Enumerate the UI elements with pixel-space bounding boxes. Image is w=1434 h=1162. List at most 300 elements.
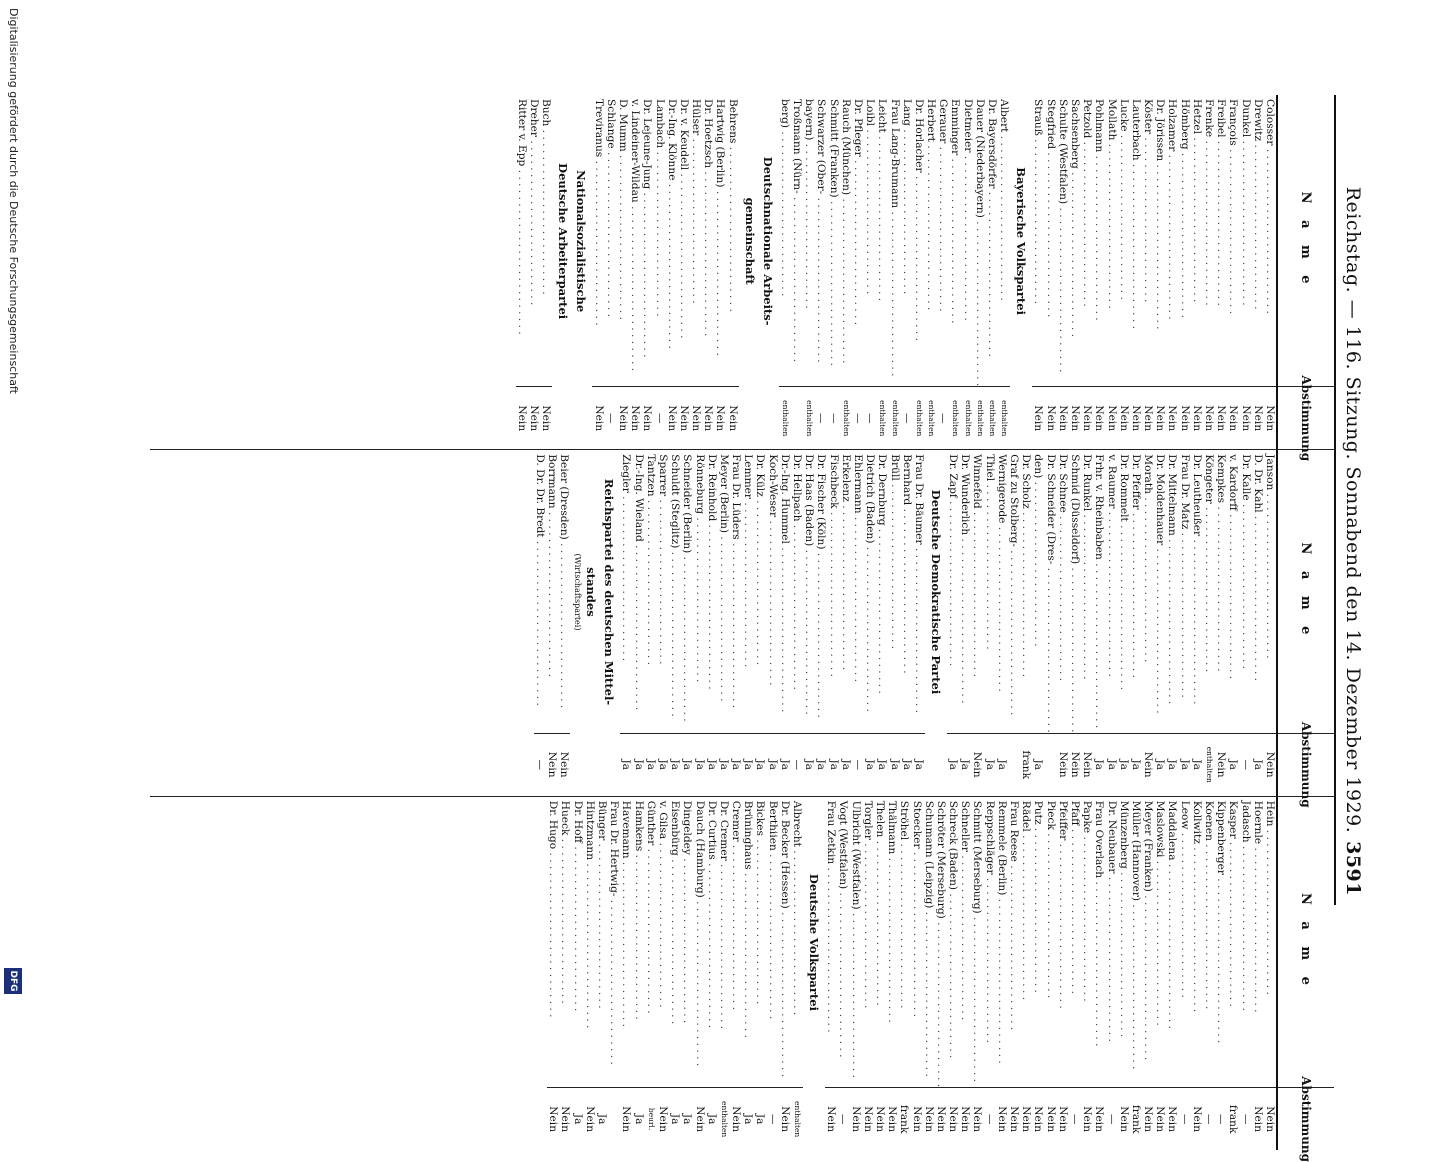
member-name: Hueck . . . — [559, 797, 571, 1087]
member-row — [1081, 95, 1093, 449]
member-vote: enthalten — [888, 386, 900, 449]
member-name: Bünger . . . — [596, 797, 608, 1087]
member-name: Dr. Külz . . . — [754, 450, 766, 732]
member-name: Dr. Kalle . . . — [1239, 450, 1251, 732]
member-vote: Nein — [1093, 1087, 1105, 1150]
member-row — [1081, 450, 1093, 795]
member-vote: — — [827, 386, 839, 449]
party-heading: Deutschnationale Arbeits- — [760, 156, 775, 326]
member-row — [767, 797, 779, 1150]
member-name: Dr. Pfleger . . . — [852, 95, 864, 386]
member-name: Graf zu Stolberg- . . . — [1008, 450, 1020, 732]
member-name: Cremer . . . — [730, 797, 742, 1087]
member-row — [1191, 797, 1203, 1150]
member-name: Lauterbach . . . — [1130, 95, 1142, 386]
member-vote: Ja — [718, 733, 730, 796]
member-vote: Nein — [657, 1087, 669, 1150]
member-row — [714, 95, 726, 449]
member-name: Holzamer . . . — [1166, 95, 1178, 386]
member-row — [815, 95, 827, 449]
member-name: Sparrer . . . — [657, 450, 669, 732]
member-name: Stegfried . . . — [1044, 95, 1056, 386]
party-heading: Deutsche Volkspartei — [807, 873, 822, 1011]
member-row — [1203, 797, 1215, 1150]
member-vote: Nein — [559, 1087, 571, 1150]
member-name: Dr. Fischer (Köln) . . . — [815, 450, 827, 732]
member-row — [1142, 450, 1154, 795]
member-row — [608, 797, 620, 1150]
member-vote: Ja — [1179, 733, 1191, 796]
member-row — [1154, 450, 1166, 795]
member-vote: Nein — [1118, 386, 1130, 449]
member-row — [632, 797, 644, 1150]
member-name: Koenen . . . — [1203, 797, 1215, 1087]
member-row — [678, 95, 690, 449]
member-row — [669, 450, 681, 795]
member-row — [1105, 797, 1117, 1150]
member-row — [827, 95, 839, 449]
member-vote: Ja — [840, 733, 852, 796]
member-name: Dingeldey . . . — [681, 797, 693, 1087]
member-vote: enthalten — [876, 386, 888, 449]
party-heading-continued: standes — [584, 567, 599, 617]
member-name: Vogt (Westfalen) . . . — [837, 797, 849, 1087]
member-vote: Nein — [1057, 1087, 1069, 1150]
member-name: Dr. Hugo . . . — [547, 797, 559, 1087]
member-row — [516, 95, 528, 449]
member-name: Borrmann . . . — [546, 450, 558, 732]
member-vote: enthalten — [803, 386, 815, 449]
member-row — [767, 450, 779, 795]
member-vote: Nein — [1264, 386, 1276, 449]
member-vote: Ja — [767, 733, 779, 796]
member-row — [803, 450, 815, 795]
member-vote: Ja — [632, 733, 644, 796]
member-name: Lemmer . . . — [742, 450, 754, 732]
member-vote: frank — [898, 1087, 910, 1150]
member-vote: Ja — [803, 733, 815, 796]
member-row — [974, 95, 986, 449]
member-row — [1044, 95, 1056, 449]
member-row — [959, 797, 971, 1150]
member-row — [874, 797, 886, 1150]
member-name: Putz . . . — [1032, 797, 1044, 1087]
member-row — [862, 797, 874, 1150]
member-row — [937, 95, 949, 449]
member-vote: Ja — [742, 1087, 754, 1150]
member-name: Schröter (Merseburg) . . . — [935, 797, 947, 1087]
member-row — [779, 95, 791, 449]
member-name: Frau Dr. Hertwig- . . . — [608, 797, 620, 1087]
member-row — [984, 450, 996, 795]
member-name: Albert . . . — [998, 95, 1010, 386]
member-vote: Nein — [1069, 733, 1081, 796]
member-name: Dunkel . . . — [1239, 95, 1251, 386]
member-name: Dr. Neubauer . . . — [1105, 797, 1117, 1087]
member-row — [998, 95, 1010, 449]
member-row — [1142, 95, 1154, 449]
member-name: Thiel . . . — [984, 450, 996, 732]
member-row — [742, 797, 754, 1150]
member-vote: Ja — [1118, 733, 1130, 796]
member-name: Dr. Jörissen . . . — [1154, 95, 1166, 386]
member-row — [1105, 450, 1117, 795]
member-row — [1154, 95, 1166, 449]
member-vote: Ja — [730, 733, 742, 796]
member-name: Köngeter . . . — [1203, 450, 1215, 732]
member-vote: Nein — [1044, 386, 1056, 449]
member-name: Dietmeier . . . — [962, 95, 974, 386]
member-name: Dr. Hellpach . . . — [791, 450, 803, 732]
member-row — [1069, 797, 1081, 1150]
column-header — [1276, 450, 1334, 808]
member-row — [1130, 450, 1142, 795]
member-vote: Nein — [1130, 386, 1142, 449]
member-row — [629, 95, 641, 449]
member-row — [1154, 797, 1166, 1150]
member-vote: — — [1215, 1087, 1227, 1150]
member-name: Meyer (Franken) . . . — [1142, 797, 1154, 1087]
member-name: Behrens . . . — [727, 95, 739, 386]
member-vote: Nein — [730, 1087, 742, 1150]
member-name: Ulbricht (Westfalen) . . . — [849, 797, 861, 1087]
member-vote — [1044, 733, 1056, 796]
member-name: Pfeiffer . . . — [1057, 797, 1069, 1087]
running-head — [1334, 0, 1374, 1000]
member-name: Schwarzer (Ober- . . . — [815, 95, 827, 386]
member-name: Rädel . . . — [1020, 797, 1032, 1087]
member-vote: Nein — [1020, 1087, 1032, 1150]
member-vote: — — [1239, 733, 1251, 796]
party-subheading: (Wirtschaftspartei) — [573, 553, 583, 631]
member-vote: Nein — [1264, 1087, 1276, 1150]
member-name: Hintzmann . . . — [584, 797, 596, 1087]
member-name: Frau Dr. Lüders . . . — [730, 450, 742, 732]
member-row — [876, 450, 888, 795]
member-row — [996, 797, 1008, 1150]
member-row — [584, 797, 596, 1150]
member-vote: Nein — [971, 1087, 983, 1150]
member-name: Erkelenz . . . — [840, 450, 852, 732]
member-name: Sachsenberg . . . — [1069, 95, 1081, 386]
member-name: D. Mumm . . . — [617, 95, 629, 386]
member-vote: Nein — [1105, 386, 1117, 449]
member-row — [657, 797, 669, 1150]
member-vote: Ja — [754, 733, 766, 796]
member-name: Rauch (München) . . . — [840, 95, 852, 386]
vote-table — [150, 95, 1334, 1162]
member-row — [864, 450, 876, 795]
member-row — [886, 797, 898, 1150]
member-name: Torgler . . . — [862, 797, 874, 1087]
member-row — [730, 450, 742, 795]
member-vote: Nein — [1215, 733, 1227, 796]
member-name: Dauer (Niederbayern) . . . — [974, 95, 986, 386]
member-vote: — — [852, 386, 864, 449]
member-vote: — — [791, 733, 803, 796]
member-vote: Ja — [984, 733, 996, 796]
member-name: Stoecker . . . — [910, 797, 922, 1087]
member-name: Thelen . . . — [874, 797, 886, 1087]
member-name: Colosser . . . — [1264, 95, 1276, 386]
member-vote: Ja — [996, 733, 1008, 796]
member-row — [1191, 95, 1203, 449]
member-name: Kippenberger . . . — [1215, 797, 1227, 1087]
member-vote: Nein — [1142, 1087, 1154, 1150]
member-name: Schmitt (Merseburg) . . . — [971, 797, 983, 1087]
member-row — [910, 797, 922, 1150]
member-vote: Nein — [558, 733, 570, 796]
member-row — [1203, 95, 1215, 449]
member-name: Hoernle . . . — [1252, 797, 1264, 1087]
member-vote: Nein — [1142, 386, 1154, 449]
member-vote: — — [1105, 1087, 1117, 1150]
member-name: Schuldt (Steglitz) . . . — [669, 450, 681, 732]
member-vote: Nein — [1142, 733, 1154, 796]
member-row — [605, 95, 617, 449]
member-name: Ehlermann . . . — [852, 450, 864, 732]
member-row — [534, 450, 546, 795]
member-name: Dietrich (Baden) . . . — [864, 450, 876, 732]
member-vote: Ja — [876, 733, 888, 796]
member-vote: Ja — [1166, 733, 1178, 796]
member-row — [547, 797, 559, 1150]
member-row — [592, 95, 604, 449]
member-row — [913, 450, 925, 795]
member-name: Tantzen . . . — [645, 450, 657, 732]
member-vote: Ja — [742, 733, 754, 796]
member-name: Gerauer . . . — [937, 95, 949, 386]
member-vote: Nein — [629, 386, 641, 449]
member-row — [898, 797, 910, 1150]
member-name: Fischbeck . . . — [827, 450, 839, 732]
member-name: Frau Overlach . . . — [1093, 797, 1105, 1087]
member-name: Dr. Mittelmann . . . — [1166, 450, 1178, 732]
member-row — [1008, 450, 1020, 795]
member-vote: — — [1239, 1087, 1251, 1150]
member-name: Schreck (Baden) . . . — [947, 797, 959, 1087]
member-row — [1227, 450, 1239, 795]
member-row — [546, 450, 558, 795]
member-row — [645, 797, 657, 1150]
member-vote: Ja — [1227, 733, 1239, 796]
vote-header: Abstimmung — [1299, 1076, 1313, 1162]
member-vote: — — [937, 386, 949, 449]
member-vote: — — [1069, 1087, 1081, 1150]
member-name: Hülser . . . — [690, 95, 702, 386]
member-vote: Nein — [910, 1087, 922, 1150]
member-row — [1179, 450, 1191, 795]
member-row — [1032, 95, 1044, 449]
member-name: Schneider (Berlin) . . . — [681, 450, 693, 732]
member-row — [1179, 95, 1191, 449]
member-row — [681, 450, 693, 795]
member-row — [947, 797, 959, 1150]
member-vote: — — [901, 386, 913, 449]
member-name: Leow . . . — [1179, 797, 1191, 1087]
member-name: Leicht . . . — [876, 95, 888, 386]
member-name: Bickes . . . — [754, 797, 766, 1087]
member-vote: Nein — [1032, 386, 1044, 449]
member-name: Havemann . . . — [620, 797, 632, 1087]
member-row — [1179, 797, 1191, 1150]
member-row — [1093, 797, 1105, 1150]
member-vote: Nein — [1215, 386, 1227, 449]
member-name: Wernigerode . . . — [996, 450, 1008, 732]
member-row — [1239, 450, 1251, 795]
member-vote: Ja — [620, 733, 632, 796]
member-name: Pieck . . . — [1044, 797, 1056, 1087]
member-row — [1130, 95, 1142, 449]
member-vote: Nein — [1252, 386, 1264, 449]
member-row — [925, 95, 937, 449]
member-row — [1044, 450, 1056, 795]
page-title: Reichstag. — 116. Sitzung. Sonnabend den 14. Dezember 1929. — [1342, 186, 1364, 834]
member-row — [528, 95, 540, 449]
member-row — [996, 450, 1008, 795]
member-name: Jadasch . . . — [1239, 797, 1251, 1087]
member-name: v. Raumer . . . — [1105, 450, 1117, 732]
member-name: Loibl . . . — [864, 95, 876, 386]
member-row — [1239, 95, 1251, 449]
member-name: Morath . . . — [1142, 450, 1154, 732]
member-vote: Nein — [666, 386, 678, 449]
member-row — [913, 95, 925, 449]
member-vote: Ja — [706, 733, 718, 796]
member-row — [653, 95, 665, 449]
member-name: Brüninghaus . . . — [742, 797, 754, 1087]
member-row — [837, 797, 849, 1150]
member-row — [718, 450, 730, 795]
member-row — [632, 450, 644, 795]
member-vote: enthalten — [986, 386, 998, 449]
vote-column — [150, 95, 1334, 462]
member-name: Dr. Cremer . . . — [718, 797, 730, 1087]
member-name: Brüll . . . — [888, 450, 900, 732]
member-vote: Nein — [678, 386, 690, 449]
member-name: Meyer (Berlin) . . . — [718, 450, 730, 732]
member-vote: Ja — [632, 1087, 644, 1150]
member-vote: Nein — [714, 386, 726, 449]
member-row — [1227, 95, 1239, 449]
member-name: Günther . . . — [645, 797, 657, 1087]
name-header: N a m e — [1278, 95, 1334, 387]
member-name: Kempkes . . . — [1215, 450, 1227, 732]
member-row — [947, 450, 959, 795]
member-name: Dr. Lejeune-Jung . . . — [641, 95, 653, 386]
member-vote: Nein — [1118, 1087, 1130, 1150]
member-vote — [791, 386, 803, 449]
member-row — [984, 797, 996, 1150]
member-row — [986, 95, 998, 449]
member-vote: Ja — [669, 1087, 681, 1150]
member-row — [727, 95, 739, 449]
member-name: Petzold . . . — [1081, 95, 1093, 386]
member-vote: Ja — [888, 733, 900, 796]
member-name: Buch . . . — [540, 95, 552, 386]
member-vote: Nein — [620, 1087, 632, 1150]
name-header: N a m e — [1278, 797, 1334, 1088]
member-vote: Nein — [540, 386, 552, 449]
member-row — [1020, 797, 1032, 1150]
member-name: Dr. Hoff . . . — [572, 797, 584, 1087]
member-row — [971, 450, 983, 795]
member-vote: Nein — [641, 386, 653, 449]
member-vote: Nein — [779, 1087, 791, 1150]
member-name: Reppschläger . . . — [984, 797, 996, 1087]
member-row — [702, 95, 714, 449]
member-vote: Nein — [528, 386, 540, 449]
member-name: Dreher . . . — [528, 95, 540, 386]
member-vote: — — [1179, 1087, 1191, 1150]
member-name: Ritter v. Epp . . . — [516, 95, 528, 386]
member-row — [1093, 95, 1105, 449]
member-vote: Nein — [727, 386, 739, 449]
member-row — [923, 797, 935, 1150]
member-vote: Nein — [1227, 386, 1239, 449]
member-row — [681, 797, 693, 1150]
member-name: Kollwitz . . . — [1191, 797, 1203, 1087]
member-vote: Nein — [1191, 1087, 1203, 1150]
member-name: Frenke . . . — [1203, 95, 1215, 386]
member-vote: Nein — [1252, 1087, 1264, 1150]
member-row — [852, 450, 864, 795]
member-name: Albrecht . . . — [791, 797, 803, 1087]
member-name: Strauß . . . — [1032, 95, 1044, 386]
member-row — [1057, 797, 1069, 1150]
member-row — [791, 450, 803, 795]
member-name: Remmele (Berlin) . . . — [996, 797, 1008, 1087]
member-name: Frau Lang-Brumann . . . — [888, 95, 900, 386]
member-name: Berthiien . . . — [767, 797, 779, 1087]
member-row — [1227, 797, 1239, 1150]
member-name: Beier (Dresden) . . . — [558, 450, 570, 732]
member-row — [641, 95, 653, 449]
member-vote: enthalten — [840, 386, 852, 449]
member-vote: Ja — [947, 733, 959, 796]
member-row — [620, 797, 632, 1150]
page-number: 3591 — [1342, 841, 1364, 896]
member-row — [1105, 95, 1117, 449]
member-row — [1264, 797, 1276, 1150]
member-name: Dr. Haas (Baden) . . . — [803, 450, 815, 732]
member-vote: Nein — [690, 386, 702, 449]
member-vote: Ja — [1252, 733, 1264, 796]
member-name: Koch-Weser . . . — [767, 450, 779, 732]
member-name: Schmitt (Franken) . . . — [827, 95, 839, 386]
member-name: Dr. Dernburg . . . — [876, 450, 888, 732]
member-row — [1032, 797, 1044, 1150]
member-vote: — — [864, 386, 876, 449]
member-row — [1008, 797, 1020, 1150]
member-row — [657, 450, 669, 795]
member-vote: Ja — [1130, 733, 1142, 796]
member-vote: Ja — [1191, 733, 1203, 796]
member-vote: Ja — [693, 733, 705, 796]
member-row — [876, 95, 888, 449]
member-row — [693, 797, 705, 1150]
member-row — [959, 450, 971, 795]
member-vote: Ja — [815, 733, 827, 796]
member-vote: Ja — [1032, 733, 1044, 796]
member-row — [1118, 797, 1130, 1150]
member-name: den) . . . — [1032, 450, 1044, 732]
member-row — [962, 95, 974, 449]
member-vote: Nein — [935, 1087, 947, 1150]
member-name: Schneller . . . — [959, 797, 971, 1087]
member-vote: Nein — [1264, 733, 1276, 796]
member-vote: Nein — [592, 386, 604, 449]
